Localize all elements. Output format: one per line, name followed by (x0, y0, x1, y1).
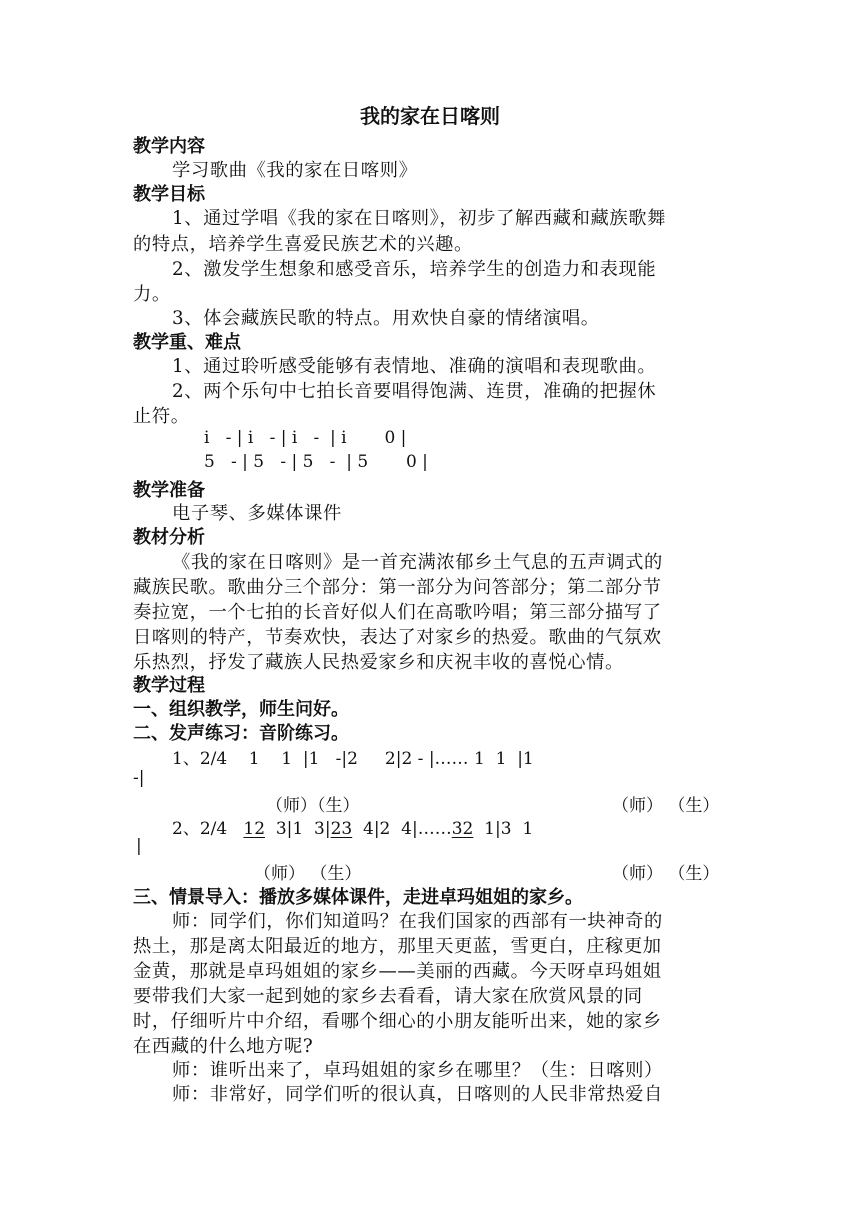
step-heading: 一、组织教学，师生问好。 (133, 699, 349, 720)
role-labels: （师） （生） (612, 796, 720, 816)
heading-material-analysis: 教材分析 (133, 527, 205, 548)
paragraph: 3、体会藏族民歌的特点。用欢快自豪的情绪演唱。 (172, 308, 600, 329)
paragraph: 力。 (133, 284, 171, 305)
notation-line: i - | i - | i - | i 0 | (204, 428, 407, 448)
paragraph: 止符。 (133, 406, 190, 427)
paragraph: 师：同学们，你们知道吗？在我们国家的西部有一块神奇的 (172, 911, 663, 932)
exercise-notes: 4|2 4|…… (352, 819, 452, 839)
role-labels: （师）（生） (266, 796, 360, 816)
paragraph: 热土，那是离太阳最近的地方，那里天更蓝，雪更白，庄稼更加 (133, 936, 662, 957)
heading-teaching-process: 教学过程 (133, 675, 205, 696)
paragraph: 奏拉宽，一个七拍的长音好似人们在高歌吟唱；第三部分描写了 (133, 602, 662, 623)
underlined-notes: 12 (243, 819, 266, 839)
document-title: 我的家在日喀则 (360, 104, 500, 128)
paragraph: 2、两个乐句中七拍长音要唱得饱满、连贯，准确的把握休 (172, 381, 657, 402)
role-labels: （师） （生） (612, 864, 720, 884)
paragraph: 师：非常好，同学们听的很认真，日喀则的人民非常热爱自 (172, 1084, 663, 1105)
paragraph: 1、通过聆听感受能够有表情地、准确的演唱和表现歌曲。 (172, 356, 657, 377)
exercise-prefix: 2、2/4 (172, 819, 244, 839)
heading-key-points: 教学重、难点 (133, 332, 241, 353)
notation-line: 5 - | 5 - | 5 - | 5 0 | (204, 452, 428, 472)
underlined-notes: 23 (330, 819, 353, 839)
paragraph: 金黄，那就是卓玛姐姐的家乡——美丽的西藏。今天呀卓玛姐姐 (133, 961, 662, 982)
exercise-notes: 3|1 3| (265, 819, 331, 839)
exercise-line (172, 814, 533, 839)
paragraph: 师：谁听出来了，卓玛姐姐的家乡在哪里？（生：日喀则） (172, 1060, 663, 1081)
paragraph: 学习歌曲《我的家在日喀则》 (172, 160, 418, 181)
paragraph: 乐热烈，抒发了藏族人民热爱家乡和庆祝丰收的喜悦心情。 (133, 652, 624, 673)
paragraph: 2、激发学生想象和感受音乐，培养学生的创造力和表现能 (172, 259, 657, 280)
exercise-line: -| (133, 768, 145, 788)
exercise-line: 1、2/4 1 1 |1 -|2 2|2 - |…… 1 1 |1 (172, 749, 534, 769)
paragraph: 藏族民歌。歌曲分三个部分：第一部分为问答部分；第二部分节 (133, 577, 662, 598)
heading-teaching-goals: 教学目标 (133, 184, 205, 205)
role-labels: （师） （生） (254, 864, 362, 884)
paragraph: 在西藏的什么地方呢? (133, 1036, 314, 1057)
heading-teaching-content: 教学内容 (133, 136, 205, 157)
paragraph: 电子琴、多媒体课件 (172, 503, 342, 524)
paragraph: 的特点，培养学生喜爱民族艺术的兴趣。 (133, 234, 473, 255)
step-heading: 二、发声练习：音阶练习。 (133, 723, 349, 744)
step-heading: 三、情景导入：播放多媒体课件，走进卓玛姐姐的家乡。 (133, 887, 583, 908)
paragraph: 要带我们大家一起到她的家乡去看看，请大家在欣赏风景的同 (133, 986, 643, 1007)
paragraph: 1、通过学唱《我的家在日喀则》，初步了解西藏和藏族歌舞 (172, 208, 666, 229)
heading-preparation: 教学准备 (133, 480, 205, 501)
exercise-line: | (136, 836, 142, 856)
paragraph: 日喀则的特产，节奏欢快，表达了对家乡的热爱。歌曲的气氛欢 (133, 627, 662, 648)
paragraph: 《我的家在日喀则》是一首充满浓郁乡土气息的五声调式的 (172, 552, 663, 573)
exercise-notes: 1|3 1 (473, 819, 534, 839)
underlined-notes: 32 (451, 819, 474, 839)
paragraph: 时，仔细听片中介绍，看哪个细心的小朋友能听出来，她的家乡 (133, 1011, 662, 1032)
